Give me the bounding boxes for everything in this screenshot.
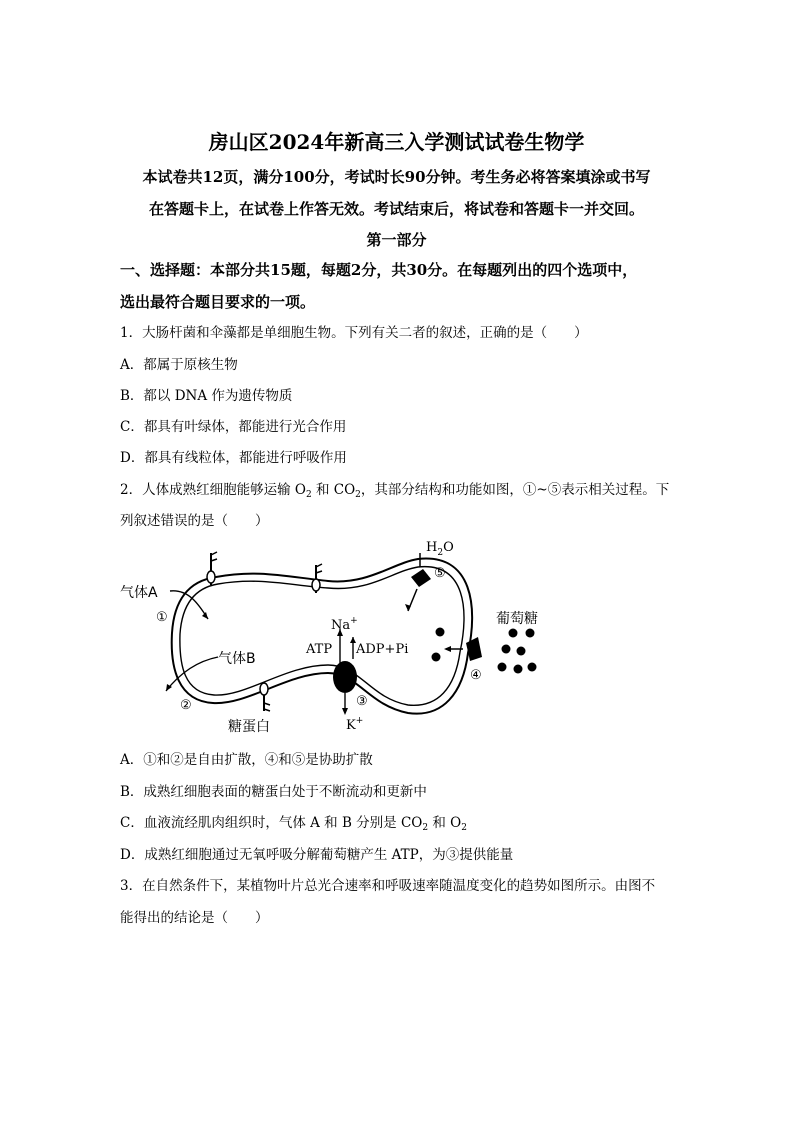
q2-stem-line-2: 列叙述错误的是（ ） — [120, 513, 269, 529]
q2-stem-part: 2．人体成熟红细胞能够运输 O — [120, 482, 306, 498]
adp-pi-label: ADP+Pi — [356, 642, 409, 657]
q2-option-b: B．成熟红细胞表面的糖蛋白处于不断流动和更新中 — [120, 784, 427, 800]
cell-membrane-outer — [172, 559, 472, 714]
h2o-label: $H_2O$ — [426, 540, 454, 558]
q2-stem-line-1 — [120, 478, 669, 500]
exam-title: 房山区2024年新高三入学测试试卷生物学 — [208, 130, 585, 154]
q3-stem-line-2: 能得出的结论是（ ） — [120, 910, 269, 926]
q1-option-c: C．都具有叶绿体，都能进行光合作用 — [120, 419, 347, 435]
q1-option-d: D．都具有线粒体，都能进行呼吸作用 — [120, 450, 347, 466]
process-2-label: ② — [180, 698, 192, 713]
gas-a-label: 气体A — [120, 585, 158, 601]
q2-option-c-part: C．血液流经肌肉组织时，气体 A 和 B 分别是 CO — [120, 815, 423, 831]
process-5-label: ⑤ — [434, 566, 446, 581]
glucose-carrier-protein — [466, 637, 482, 661]
section-instruction-line-1: 一、选择题：本部分共15题，每题2分，共30分。在每题列出的四个选项中， — [120, 261, 638, 279]
glucose-label: 葡萄糖 — [496, 611, 538, 627]
q3-stem-line-1: 3．在自然条件下，某植物叶片总光合速率和呼吸速率随温度变化的趋势如图所示。由图不 — [120, 878, 656, 894]
sodium-potassium-pump — [333, 661, 357, 693]
glycoprotein-top-left — [207, 552, 217, 585]
subscript: 2 — [422, 823, 429, 833]
q2-option-c-part: 和 O — [428, 815, 462, 831]
q1-option-b: B．都以 DNA 作为遗传物质 — [120, 388, 293, 404]
subscript: 2 — [305, 490, 312, 500]
glucose-molecules — [432, 628, 537, 674]
process-3-label: ③ — [356, 694, 368, 709]
q1-stem: 1．大肠杆菌和伞藻都是单细胞生物。下列有关二者的叙述，正确的是（ ） — [120, 325, 588, 341]
subscript: 2 — [461, 823, 467, 833]
process-4-label: ④ — [470, 668, 482, 683]
q2-option-d: D．成熟红细胞通过无氧呼吸分解葡萄糖产生 ATP，为③提供能量 — [120, 847, 514, 863]
exam-notice-line-1: 本试卷共12页，满分100分，考试时长90分钟。考生务必将答案填涂或书写 — [142, 168, 651, 186]
section-instruction-line-2: 选出最符合题目要求的一项。 — [120, 293, 316, 311]
exam-notice-line-2: 在答题卡上，在试卷上作答无效。考试结束后，将试卷和答题卡一并交回。 — [148, 200, 644, 218]
q2-option-a: A．①和②是自由扩散，④和⑤是协助扩散 — [120, 752, 373, 768]
subscript: 2 — [355, 490, 361, 500]
q1-option-a: A．都属于原核生物 — [120, 357, 238, 373]
q2-stem-part: ，其部分结构和功能如图，①~⑤表示相关过程。下 — [360, 482, 670, 498]
red-blood-cell-diagram — [118, 533, 558, 739]
gas-b-label: 气体B — [218, 651, 256, 667]
part-heading: 第一部分 — [366, 231, 427, 249]
sodium-ion-label: Na+ — [331, 616, 358, 633]
cell-membrane-inner — [180, 567, 464, 706]
q2-option-c — [120, 811, 467, 833]
glycoprotein-bottom — [260, 683, 270, 711]
potassium-ion-label: K+ — [346, 716, 364, 733]
atp-label: ATP — [306, 642, 333, 657]
process-1-label: ① — [156, 610, 168, 625]
q2-stem-part: 和 CO — [311, 482, 356, 498]
glycoprotein-label: 糖蛋白 — [228, 719, 270, 735]
